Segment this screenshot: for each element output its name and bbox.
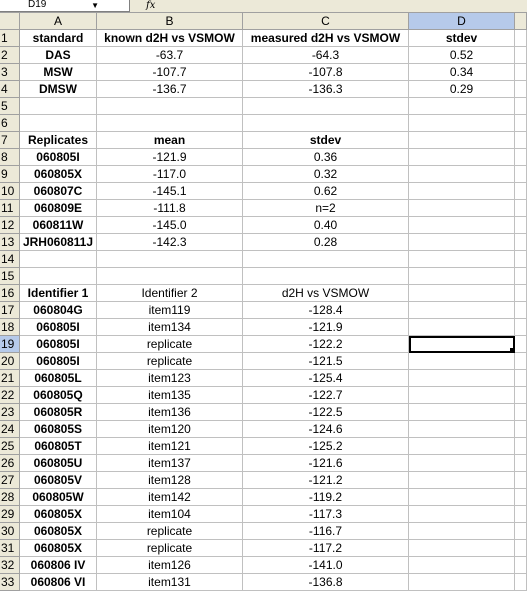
table-row: [0, 302, 527, 319]
row-header[interactable]: 29: [0, 506, 20, 523]
cell-a17[interactable]: 060804G: [20, 302, 97, 319]
cell-c6[interactable]: [243, 115, 409, 132]
cell-e23[interactable]: [515, 404, 527, 421]
cell-d6[interactable]: [409, 115, 515, 132]
table-row: [0, 557, 527, 574]
cell-e30[interactable]: [515, 523, 527, 540]
cell-a32[interactable]: 060806 IV: [20, 557, 97, 574]
cell-c5[interactable]: [243, 98, 409, 115]
row-header[interactable]: 9: [0, 166, 20, 183]
fx-icon[interactable]: fx: [146, 0, 156, 11]
cell-d20[interactable]: [409, 353, 515, 370]
column-header-b[interactable]: B: [97, 13, 243, 30]
table-row: [0, 387, 527, 404]
cell-a1[interactable]: standard: [20, 30, 97, 47]
row-header[interactable]: 19: [0, 336, 20, 353]
cell-d25[interactable]: [409, 438, 515, 455]
cell-e25[interactable]: [515, 438, 527, 455]
cell-b33[interactable]: item131: [97, 574, 243, 591]
column-header-d[interactable]: D: [409, 13, 515, 30]
cell-b3[interactable]: -107.7: [97, 64, 243, 81]
table-row: [0, 81, 527, 98]
cell-c2[interactable]: -64.3: [243, 47, 409, 64]
cell-b6[interactable]: [97, 115, 243, 132]
cell-e8[interactable]: [515, 149, 527, 166]
cell-a23[interactable]: 060805R: [20, 404, 97, 421]
cell-e6[interactable]: [515, 115, 527, 132]
row-header[interactable]: 8: [0, 149, 20, 166]
cell-a19[interactable]: 060805I: [20, 336, 97, 353]
cell-c25[interactable]: -125.2: [243, 438, 409, 455]
cell-e22[interactable]: [515, 387, 527, 404]
cell-d28[interactable]: [409, 489, 515, 506]
cell-d2[interactable]: 0.52: [409, 47, 515, 64]
cell-c14[interactable]: [243, 251, 409, 268]
cell-d29[interactable]: [409, 506, 515, 523]
cell-a6[interactable]: [20, 115, 97, 132]
cell-c24[interactable]: -124.6: [243, 421, 409, 438]
cell-b21[interactable]: item123: [97, 370, 243, 387]
row-header[interactable]: 22: [0, 387, 20, 404]
table-row: [0, 404, 527, 421]
table-row: [0, 268, 527, 285]
row-header[interactable]: 30: [0, 523, 20, 540]
cell-c8[interactable]: 0.36: [243, 149, 409, 166]
cell-d5[interactable]: [409, 98, 515, 115]
cell-d3[interactable]: 0.34: [409, 64, 515, 81]
cell-e29[interactable]: [515, 506, 527, 523]
cell-c32[interactable]: -141.0: [243, 557, 409, 574]
cell-e3[interactable]: [515, 64, 527, 81]
row-header[interactable]: 1: [0, 30, 20, 47]
cell-e21[interactable]: [515, 370, 527, 387]
cell-a26[interactable]: 060805U: [20, 455, 97, 472]
cell-d8[interactable]: [409, 149, 515, 166]
cell-a29[interactable]: 060805X: [20, 506, 97, 523]
cell-d22[interactable]: [409, 387, 515, 404]
table-row: [0, 489, 527, 506]
cell-b30[interactable]: replicate: [97, 523, 243, 540]
cell-d23[interactable]: [409, 404, 515, 421]
cell-a31[interactable]: 060805X: [20, 540, 97, 557]
cell-b22[interactable]: item135: [97, 387, 243, 404]
cell-b29[interactable]: item104: [97, 506, 243, 523]
cell-e4[interactable]: [515, 81, 527, 98]
row-header[interactable]: 33: [0, 574, 20, 591]
table-row: [0, 455, 527, 472]
table-row: [0, 251, 527, 268]
cell-a10[interactable]: 060807C: [20, 183, 97, 200]
cell-d10[interactable]: [409, 183, 515, 200]
cell-c26[interactable]: -121.6: [243, 455, 409, 472]
cell-b19[interactable]: replicate: [97, 336, 243, 353]
cell-a25[interactable]: 060805T: [20, 438, 97, 455]
name-box[interactable]: [0, 0, 130, 12]
cell-a8[interactable]: 060805I: [20, 149, 97, 166]
cell-d11[interactable]: [409, 200, 515, 217]
cell-d4[interactable]: 0.29: [409, 81, 515, 98]
cell-d9[interactable]: [409, 166, 515, 183]
row-header[interactable]: 32: [0, 557, 20, 574]
cell-d15[interactable]: [409, 268, 515, 285]
row-header[interactable]: 24: [0, 421, 20, 438]
cell-c28[interactable]: -119.2: [243, 489, 409, 506]
table-row: [0, 132, 527, 149]
cell-e26[interactable]: [515, 455, 527, 472]
cell-a20[interactable]: 060805I: [20, 353, 97, 370]
cell-a21[interactable]: 060805L: [20, 370, 97, 387]
cell-e1[interactable]: [515, 30, 527, 47]
column-header-c[interactable]: C: [243, 13, 409, 30]
cell-d12[interactable]: [409, 217, 515, 234]
cell-a3[interactable]: MSW: [20, 64, 97, 81]
row-header[interactable]: 14: [0, 251, 20, 268]
cell-b14[interactable]: [97, 251, 243, 268]
row-header[interactable]: 12: [0, 217, 20, 234]
cell-c23[interactable]: -122.5: [243, 404, 409, 421]
cell-e2[interactable]: [515, 47, 527, 64]
row-header[interactable]: 20: [0, 353, 20, 370]
cell-d16[interactable]: [409, 285, 515, 302]
cell-b28[interactable]: item142: [97, 489, 243, 506]
cell-c16[interactable]: d2H vs VSMOW: [243, 285, 409, 302]
cell-b2[interactable]: -63.7: [97, 47, 243, 64]
table-row: [0, 370, 527, 387]
table-row: [0, 421, 527, 438]
cell-a12[interactable]: 060811W: [20, 217, 97, 234]
row-header[interactable]: 15: [0, 268, 20, 285]
row-header[interactable]: 10: [0, 183, 20, 200]
cell-c15[interactable]: [243, 268, 409, 285]
row-header[interactable]: 21: [0, 370, 20, 387]
cell-b1[interactable]: known d2H vs VSMOW: [97, 30, 243, 47]
cell-d1[interactable]: stdev: [409, 30, 515, 47]
table-row: [0, 115, 527, 132]
cell-e5[interactable]: [515, 98, 527, 115]
cell-b18[interactable]: item134: [97, 319, 243, 336]
table-row: [0, 523, 527, 540]
cell-c20[interactable]: -121.5: [243, 353, 409, 370]
table-row: [0, 166, 527, 183]
cell-a5[interactable]: [20, 98, 97, 115]
cell-b20[interactable]: replicate: [97, 353, 243, 370]
row-header[interactable]: 31: [0, 540, 20, 557]
cell-c21[interactable]: -125.4: [243, 370, 409, 387]
column-header-e[interactable]: [515, 13, 527, 30]
cell-b11[interactable]: -111.8: [97, 200, 243, 217]
table-row: [0, 64, 527, 81]
cell-e15[interactable]: [515, 268, 527, 285]
cell-e10[interactable]: [515, 183, 527, 200]
cell-a11[interactable]: 060809E: [20, 200, 97, 217]
cell-c27[interactable]: -121.2: [243, 472, 409, 489]
cell-e13[interactable]: [515, 234, 527, 251]
cell-b32[interactable]: item126: [97, 557, 243, 574]
cell-e27[interactable]: [515, 472, 527, 489]
row-header[interactable]: 6: [0, 115, 20, 132]
cell-e31[interactable]: [515, 540, 527, 557]
cell-a4[interactable]: DMSW: [20, 81, 97, 98]
row-header[interactable]: 25: [0, 438, 20, 455]
cell-c7[interactable]: stdev: [243, 132, 409, 149]
row-header[interactable]: 4: [0, 81, 20, 98]
cell-c31[interactable]: -117.2: [243, 540, 409, 557]
cell-b26[interactable]: item137: [97, 455, 243, 472]
row-header[interactable]: 16: [0, 285, 20, 302]
cell-d7[interactable]: [409, 132, 515, 149]
cell-d24[interactable]: [409, 421, 515, 438]
table-row: [0, 506, 527, 523]
table-row: [0, 30, 527, 47]
cell-b15[interactable]: [97, 268, 243, 285]
row-header[interactable]: 2: [0, 47, 20, 64]
row-header[interactable]: 7: [0, 132, 20, 149]
row-header[interactable]: 26: [0, 455, 20, 472]
cell-a7[interactable]: Replicates: [20, 132, 97, 149]
cell-b4[interactable]: -136.7: [97, 81, 243, 98]
cell-d21[interactable]: [409, 370, 515, 387]
cell-a16[interactable]: Identifier 1: [20, 285, 97, 302]
column-header-a[interactable]: A: [20, 13, 97, 30]
cell-e19[interactable]: [515, 336, 527, 353]
table-row: [0, 336, 527, 353]
table-row: [0, 540, 527, 557]
cell-c29[interactable]: -117.3: [243, 506, 409, 523]
cell-d27[interactable]: [409, 472, 515, 489]
table-row: [0, 200, 527, 217]
cell-e9[interactable]: [515, 166, 527, 183]
cell-d32[interactable]: [409, 557, 515, 574]
cell-b8[interactable]: -121.9: [97, 149, 243, 166]
row-header[interactable]: 13: [0, 234, 20, 251]
cell-c30[interactable]: -116.7: [243, 523, 409, 540]
row-header[interactable]: 3: [0, 64, 20, 81]
cell-a24[interactable]: 060805S: [20, 421, 97, 438]
row-header[interactable]: 17: [0, 302, 20, 319]
table-row: [0, 234, 527, 251]
cell-e18[interactable]: [515, 319, 527, 336]
cell-b16[interactable]: Identifier 2: [97, 285, 243, 302]
cell-d19[interactable]: [409, 336, 515, 353]
cell-b31[interactable]: replicate: [97, 540, 243, 557]
cell-b27[interactable]: item128: [97, 472, 243, 489]
cell-c22[interactable]: -122.7: [243, 387, 409, 404]
cell-a27[interactable]: 060805V: [20, 472, 97, 489]
cell-c10[interactable]: 0.62: [243, 183, 409, 200]
table-row: [0, 149, 527, 166]
cell-a18[interactable]: 060805I: [20, 319, 97, 336]
cell-d13[interactable]: [409, 234, 515, 251]
cell-e28[interactable]: [515, 489, 527, 506]
cell-c4[interactable]: -136.3: [243, 81, 409, 98]
cell-a28[interactable]: 060805W: [20, 489, 97, 506]
row-header[interactable]: 18: [0, 319, 20, 336]
cell-c12[interactable]: 0.40: [243, 217, 409, 234]
cell-d18[interactable]: [409, 319, 515, 336]
table-row: [0, 183, 527, 200]
cell-c1[interactable]: measured d2H vs VSMOW: [243, 30, 409, 47]
table-row: [0, 472, 527, 489]
name-box-value: D19: [28, 0, 47, 10]
table-row: [0, 438, 527, 455]
cell-b7[interactable]: mean: [97, 132, 243, 149]
cell-b10[interactable]: -145.1: [97, 183, 243, 200]
cell-e32[interactable]: [515, 557, 527, 574]
cell-a15[interactable]: [20, 268, 97, 285]
table-row: [0, 353, 527, 370]
cell-d30[interactable]: [409, 523, 515, 540]
cell-b17[interactable]: item119: [97, 302, 243, 319]
cell-b23[interactable]: item136: [97, 404, 243, 421]
cell-c11[interactable]: n=2: [243, 200, 409, 217]
cell-e12[interactable]: [515, 217, 527, 234]
cell-b24[interactable]: item120: [97, 421, 243, 438]
cell-d31[interactable]: [409, 540, 515, 557]
cell-e17[interactable]: [515, 302, 527, 319]
cell-c17[interactable]: -128.4: [243, 302, 409, 319]
cell-c19[interactable]: -122.2: [243, 336, 409, 353]
cell-b13[interactable]: -142.3: [97, 234, 243, 251]
cell-e14[interactable]: [515, 251, 527, 268]
cell-c3[interactable]: -107.8: [243, 64, 409, 81]
cell-d17[interactable]: [409, 302, 515, 319]
cell-d14[interactable]: [409, 251, 515, 268]
row-header[interactable]: 5: [0, 98, 20, 115]
table-row: [0, 217, 527, 234]
cell-c18[interactable]: -121.9: [243, 319, 409, 336]
cell-e11[interactable]: [515, 200, 527, 217]
cell-c13[interactable]: 0.28: [243, 234, 409, 251]
cell-e16[interactable]: [515, 285, 527, 302]
cell-e24[interactable]: [515, 421, 527, 438]
table-row: [0, 319, 527, 336]
cell-b12[interactable]: -145.0: [97, 217, 243, 234]
chevron-down-icon[interactable]: ▼: [91, 1, 99, 10]
cell-e7[interactable]: [515, 132, 527, 149]
cell-a33[interactable]: 060806 VI: [20, 574, 97, 591]
cell-a30[interactable]: 060805X: [20, 523, 97, 540]
cell-a14[interactable]: [20, 251, 97, 268]
cell-a22[interactable]: 060805Q: [20, 387, 97, 404]
formula-bar: [0, 0, 527, 13]
cell-b25[interactable]: item121: [97, 438, 243, 455]
table-row: [0, 285, 527, 302]
row-header[interactable]: 27: [0, 472, 20, 489]
table-row: [0, 98, 527, 115]
cell-e20[interactable]: [515, 353, 527, 370]
cell-c9[interactable]: 0.32: [243, 166, 409, 183]
cell-a2[interactable]: DAS: [20, 47, 97, 64]
cell-c33[interactable]: -136.8: [243, 574, 409, 591]
cell-b9[interactable]: -117.0: [97, 166, 243, 183]
cell-b5[interactable]: [97, 98, 243, 115]
table-row: [0, 47, 527, 64]
row-header[interactable]: 11: [0, 200, 20, 217]
cell-a9[interactable]: 060805X: [20, 166, 97, 183]
row-header[interactable]: 23: [0, 404, 20, 421]
cell-d26[interactable]: [409, 455, 515, 472]
cell-a13[interactable]: JRH060811J: [20, 234, 97, 251]
select-all-corner[interactable]: [0, 13, 20, 30]
row-header[interactable]: 28: [0, 489, 20, 506]
